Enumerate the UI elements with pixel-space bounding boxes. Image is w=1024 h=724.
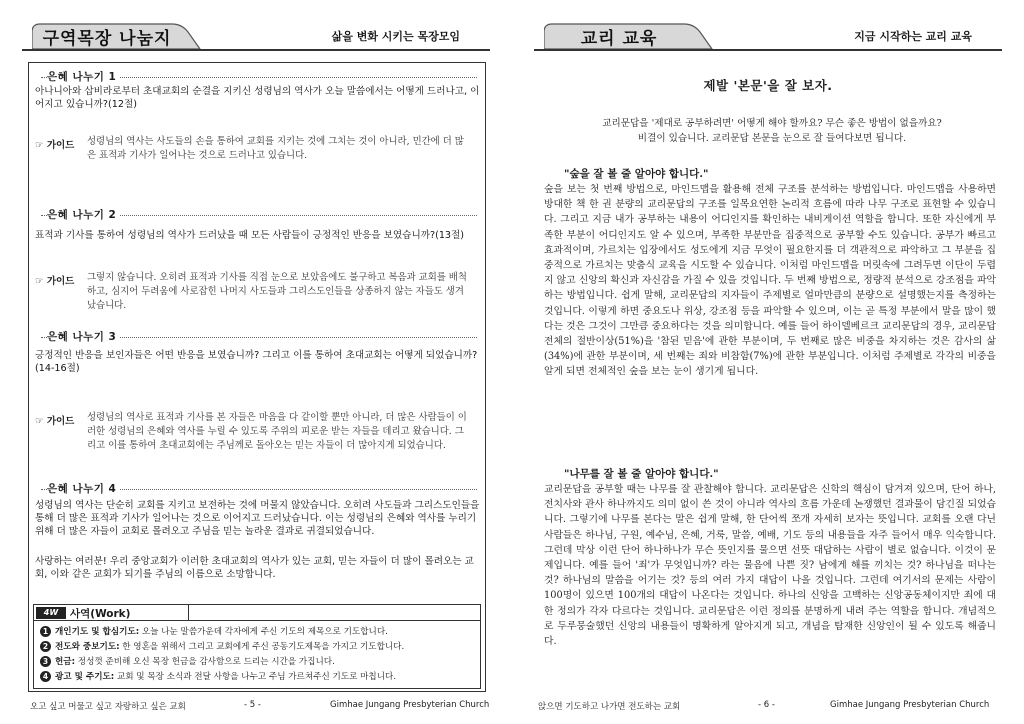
section-1-guide-label: ☞ 가이드 (35, 140, 75, 151)
work-badge: 4W (36, 607, 66, 619)
section-1-title (37, 69, 477, 83)
work-item (40, 641, 476, 653)
subhead-trees: "나무를 잘 볼 줄 알아야 합니다." (564, 468, 719, 480)
section-4-body: 성령님의 역사는 단순히 교회를 지키고 보전하는 것에 머물지 않았습니다. 오히려 사도들과 그리스도인들을 통해 더 많은 표적과 기사가 일어나는 것으로 이어지고 드러났습니다. 이는 성령님의 은혜와 역사를 누리기 위해 더 많은 자들이 교회로 몰려오고 주님을 믿는 놀라운 결과로 귀결되었습니다. (35, 500, 480, 538)
work-item-number: 3 (40, 656, 51, 667)
right-page-number: - 6 - (758, 700, 775, 710)
right-footer-church: Gimhae Jungang Presbyterian Church (830, 700, 990, 710)
work-item-label: 헌금: (55, 657, 76, 667)
work-item (40, 626, 476, 638)
work-item (40, 656, 476, 668)
section-2-label: 은혜 나누기 2 (47, 207, 120, 222)
work-item-label: 개인기도 및 합심기도: (55, 627, 140, 637)
left-header-tab (32, 22, 202, 50)
section-3-guide: 성령님의 역사로 표적과 기사를 본 자들은 마음을 다 같이할 뿐만 아니라, 더 많은 사람들이 이러한 성령님의 은혜와 역사를 누릴 수 있도록 주위의 피로운 받는 자들을 데리고 왔습니다. 그리고 이를 통하여 초대교회에는 주님께로 돌아오는 믿는 자들이 더 많아지게 되었습니다. (87, 412, 467, 451)
section-2-guide-label: ☞ 가이드 (35, 276, 75, 287)
work-item-text: 한 영혼을 위해서 그리고 교회에게 주신 공동기도제목을 가지고 기도합니다. (119, 642, 405, 652)
section-1-guide: 성령님의 역사는 사도들의 손을 통하여 교회를 지키는 것에 그치는 것이 아니라, 민간에 더 많은 표적과 기사가 일어나는 것으로 드러나고 있습니다. (87, 136, 464, 161)
section-3-title (37, 329, 477, 343)
section-1-label: 은혜 나누기 1 (47, 69, 120, 84)
left-header (22, 14, 490, 50)
right-header-subtitle: 지금 시작하는 교리 교육 (854, 30, 972, 43)
section-3-guide-label: ☞ 가이드 (35, 416, 75, 427)
right-header (534, 14, 1002, 50)
work-box (33, 604, 481, 689)
work-item-label: 광고 및 주기도: (55, 672, 115, 682)
work-item-text: 오늘 나눈 말씀가운데 각자에게 주신 기도의 제목으로 기도합니다. (139, 627, 388, 637)
left-page-number: - 5 - (244, 700, 261, 710)
work-item-number: 1 (40, 626, 51, 637)
subhead-forest: "숲을 잘 볼 줄 알아야 합니다." (564, 168, 709, 180)
work-item-number: 4 (40, 671, 51, 682)
section-4-label: 은혜 나누기 4 (47, 481, 120, 496)
left-header-rule (22, 49, 490, 51)
work-title: 사역(Work) (70, 608, 131, 620)
right-header-tab (544, 22, 714, 50)
section-3-label: 은혜 나누기 3 (47, 329, 120, 344)
right-header-rule (534, 49, 1002, 51)
section-2-title (37, 207, 477, 221)
right-footer-motto: 앉으면 기도하고 나가면 전도하는 교회 (538, 702, 681, 712)
left-footer-motto: 오고 싶고 머물고 싶고 자랑하고 싶은 교회 (30, 702, 186, 712)
section-2-guide: 그렇지 않습니다. 오히려 표적과 기사를 직접 눈으로 보았음에도 불구하고 복음과 교회를 배척하고, 심지어 두려움에 사로잡힌 나머지 사도들과 그리스도인들을 상종하지 않는 자들도 생겨났습니다. (87, 272, 467, 311)
article-title: 제발 '본문'을 잘 보자. (703, 78, 833, 93)
left-header-subtitle: 삶을 변화 시키는 목장모임 (331, 30, 460, 43)
work-item-number: 2 (40, 641, 51, 652)
article-intro-line-1: 교리문답을 '제대로 공부하려면' 어떻게 해야 할까요? 무슨 좋은 방법이 없을까요? (602, 118, 942, 129)
paragraph-forest: 숲을 보는 첫 번째 방법으로, 마인드맵을 활용해 전체 구조를 분석하는 방법입니다. 마인드맵을 사용하면 방대한 책 한 권 분량의 교리문답의 구조를 일목요연한 논리적 흐름에 따라 나무 구조로 표현할 수 있습니다. 그리고 지금 내가 공부하는 내용이 어디인지를 확인하는 내비게이션 역할을 합니다. 또한 자신에게 부족한 부분이 어디인지도 알 수 있으며, 부족한 부분만을 집중적으로 공부할 수도 있습니다. 공부가 빠르고 효과적이며, 가르치는 입장에서도 성도에게 지금 무엇이 필요한지를 더 객관적으로 파악하고 그 부분을 집중적으로 가르치는 맞춤식 교육을 시도할 수 있습니다. 이처럼 마인드맵을 머릿속에 그려두면 이단이 두렵지 않고 신앙의 확신과 자신감을 가질 수 있을 것입니다. 두 번째 방법으로, 정량적 분석으로 강조점을 파악하는 방법입니다. 쉽게 말해, 교리문답의 지자들이 주제별로 얼마만큼의 분량으로 설명했는지를 측정하는 것입니다. 이렇게 하면 중요도나 위상, 강조점 등을 파악할 수 있으며, 이는 곧 특정 부분에서 말을 많이 했다는 것은 그것이 그만큼 중요하다는 것을 의미합니다. 예를 들어 하이델베르크 교리문답의 경우, 교리문답 전체의 절반이상(51%)을 '참된 믿음'에 관한 부분이며, 두 번째로 많은 비중을 차지하는 것은 감사의 삶(34%)에 관한 부분이며, 세 번째는 죄와 비참함(7%)에 관한 부분입니다. 이처럼 주제별로 각각의 비중을 알게 되면 전체적인 숲을 보는 눈이 생기게 됩니다. (544, 184, 996, 378)
work-item-text: 정성껏 준비해 오신 목장 헌금을 감사함으로 드리는 시간을 가집니다. (75, 657, 335, 667)
work-header-rule (189, 620, 480, 621)
section-4-title (37, 481, 477, 495)
section-4-closing: 사랑하는 여러분! 우리 중앙교회가 이러한 초대교회의 역사가 있는 교회, 믿는 자들이 더 많이 몰려오는 교회, 이와 같은 교회가 되기를 주님의 이름으로 소망합니다. (35, 556, 474, 581)
section-2-question: 표적과 기사를 통하여 성령님의 역사가 드러났을 때 모든 사람들이 긍정적인 반응을 보였습니까?(13절) (35, 230, 465, 241)
work-item-label: 전도와 중보기도: (55, 642, 120, 652)
article-intro-line-2: 비결이 있습니다. 교리문답 본문을 눈으로 잘 들여다보면 됩니다. (637, 133, 907, 144)
work-header (34, 605, 189, 621)
left-header-title: 구역목장 나눔지 (42, 29, 172, 49)
right-page (512, 0, 1024, 724)
section-3-question: 긍정적인 반응을 보인자들은 어떤 반응을 보였습니까? 그리고 이를 통하여 초대교회는 어떻게 되었습니까?(14-16절) (35, 350, 478, 375)
left-footer-church: Gimhae Jungang Presbyterian Church (330, 700, 490, 710)
work-item (40, 671, 476, 683)
sharing-box (28, 62, 486, 692)
section-1-question: 아나니아와 삽비라로부터 초대교회의 순결을 지키신 성령님의 역사가 오늘 말씀에서는 어떻게 드러나고, 이어지고 있습니까?(12절) (35, 86, 480, 111)
work-item-text: 교회 및 목장 소식과 전달 사항을 나누고 주님 가르쳐주신 기도로 마칩니다. (114, 672, 397, 682)
right-header-title: 교리 교육 (580, 29, 658, 49)
paragraph-trees: 교리문답을 공부할 때는 나무를 잘 관찰해야 합니다. 교리문답은 신학의 핵심이 담겨져 있으며, 단어 하나, 전치사와 관사 하나까지도 의미 없이 쓴 것이 아니라 역사의 흐름 가운데 논쟁했던 결과물이 담긴질 되었습니다. 그렇기에 나무를 본다는 말은 쉽게 말해, 한 단어씩 쪼개 자세히 보자는 뜻입니다. 교회를 오랜 다닌 사람들은 하나님, 구원, 예수님, 은혜, 거룩, 말씀, 예배, 기도 등의 내용들을 자주 들어서 매우 익숙합니다. 그런데 막상 이런 단어 하나하나가 무슨 뜻인지를 물으면 선뜻 대답하는 사람이 별로 없습니다. 이것이 문제입니다. 예를 들어 '죄'가 무엇입니까? 라는 물음에 나쁜 짓? 남에게 해를 끼치는 것? 하나님을 떠나는 것? 하나님의 말씀을 어기는 것? 등의 여러 가지 대답이 나올 것입니다. 그런데 여기서의 문제는 사람이 100명이 있으면 100개의 대답이 나온다는 것입니다. 하나의 신앙을 고백하는 신앙공동체이지만 죄에 대한 정의가 각자 다르다는 것입니다. 교리문답은 이런 정의를 분명하게 내려 주는 역할을 합니다. 개념적으로 두루뭉술했던 신앙의 내용들이 명확하게 알아지게 되고, 개념을 탐재한 신앙인이 될 수 있도록 해줍니다. (544, 484, 996, 648)
